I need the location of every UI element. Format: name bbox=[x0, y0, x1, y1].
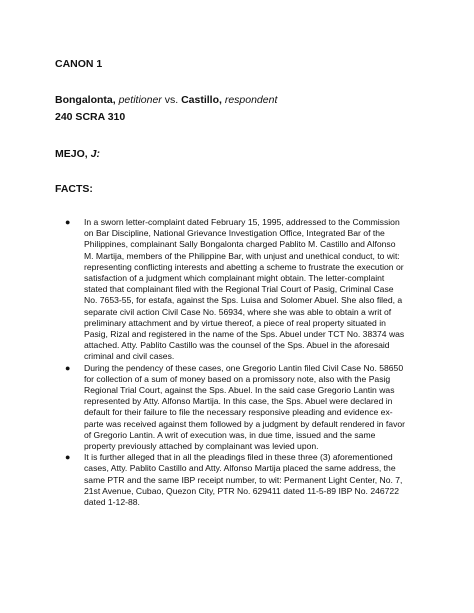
petitioner-name: Bongalonta, bbox=[55, 94, 116, 106]
fact-text: During the pendency of these cases, one Gregorio Lantin filed Civil Case No. 58650 for collection of a sum of money based on a promissory note, also with the Pasig Regional Trial Court, against the Sps. Abuel. In the said case Gregorio Lantin was represented by Atty. Alfonso Martija. In this case, the Sps. Abuel were declared in default for their failure to file the necessary responsive pleading and evidence ex-parte was received against them followed by a judgment by default rendered in favor of Gregorio Lantin. A writ of execution was, in due time, issued and the same property previously attached by complainant was levied upon. bbox=[84, 362, 406, 452]
bullet-icon: ● bbox=[65, 217, 71, 227]
list-item bbox=[57, 363, 407, 453]
canon-heading: CANON 1 bbox=[55, 58, 103, 70]
ponente bbox=[55, 148, 100, 160]
citation: 240 SCRA 310 bbox=[55, 111, 126, 123]
respondent-role: respondent bbox=[224, 94, 278, 106]
fact-text: It is further alleged that in all the pleadings filed in these three (3) aforementioned cases, Atty. Pablito Castillo and Atty. Alfonso Martija placed the same address, the same PTR and the same IBP receipt number, to wit: Permanent Light Center, No. 7, 21st Avenue, Cubao, Quezon City, PTR No. 629411 dated 11-5-89 IBP No. 246722 dated 1-12-88. bbox=[84, 452, 403, 508]
respondent-name: Castillo, bbox=[181, 94, 222, 106]
judge-name: MEJO, bbox=[55, 148, 88, 160]
case-title bbox=[55, 94, 277, 106]
judge-suffix: J: bbox=[90, 148, 100, 160]
facts-list bbox=[57, 217, 407, 508]
fact-text: In a sworn letter-complaint dated February 15, 1995, addressed to the Commission on Bar Discipline, National Grievance Investigation Office, Integrated Bar of the Philippines, complainant Sally Bongalonta charged Pablito M. Castillo and Alfonso M. Martija, members of the Philippine Bar, with unjust and unethical conduct, to wit: representing conflicting interests and abetting a scheme to frustrate the execution or satisfaction of a judgment which complainant might obtain. The letter-complaint stated that complainant filed with the Regional Trial Court of Pasig, Criminal Case No. 7653-55, for estafa, against the Sps. Luisa and Solomer Abuel. She also filed, a separate civil action Civil Case No. 56934, where she was able to obtain a writ of preliminary attachment and by virtue thereof, a piece of real property situated in Pasig, Rizal and registered in the name of the Sps. Abuel under TCT No. 38374 was attached. Atty. Pablito Castillo was the counsel of the Sps. Abuel in the aforesaid criminal and civil cases. bbox=[84, 217, 405, 362]
list-item bbox=[57, 452, 407, 508]
list-item bbox=[57, 217, 407, 363]
petitioner-role: petitioner bbox=[118, 94, 162, 106]
bullet-icon: ● bbox=[65, 452, 71, 463]
facts-heading: FACTS: bbox=[55, 183, 93, 195]
versus-label: vs. bbox=[164, 94, 179, 106]
bullet-icon: ● bbox=[65, 362, 71, 373]
